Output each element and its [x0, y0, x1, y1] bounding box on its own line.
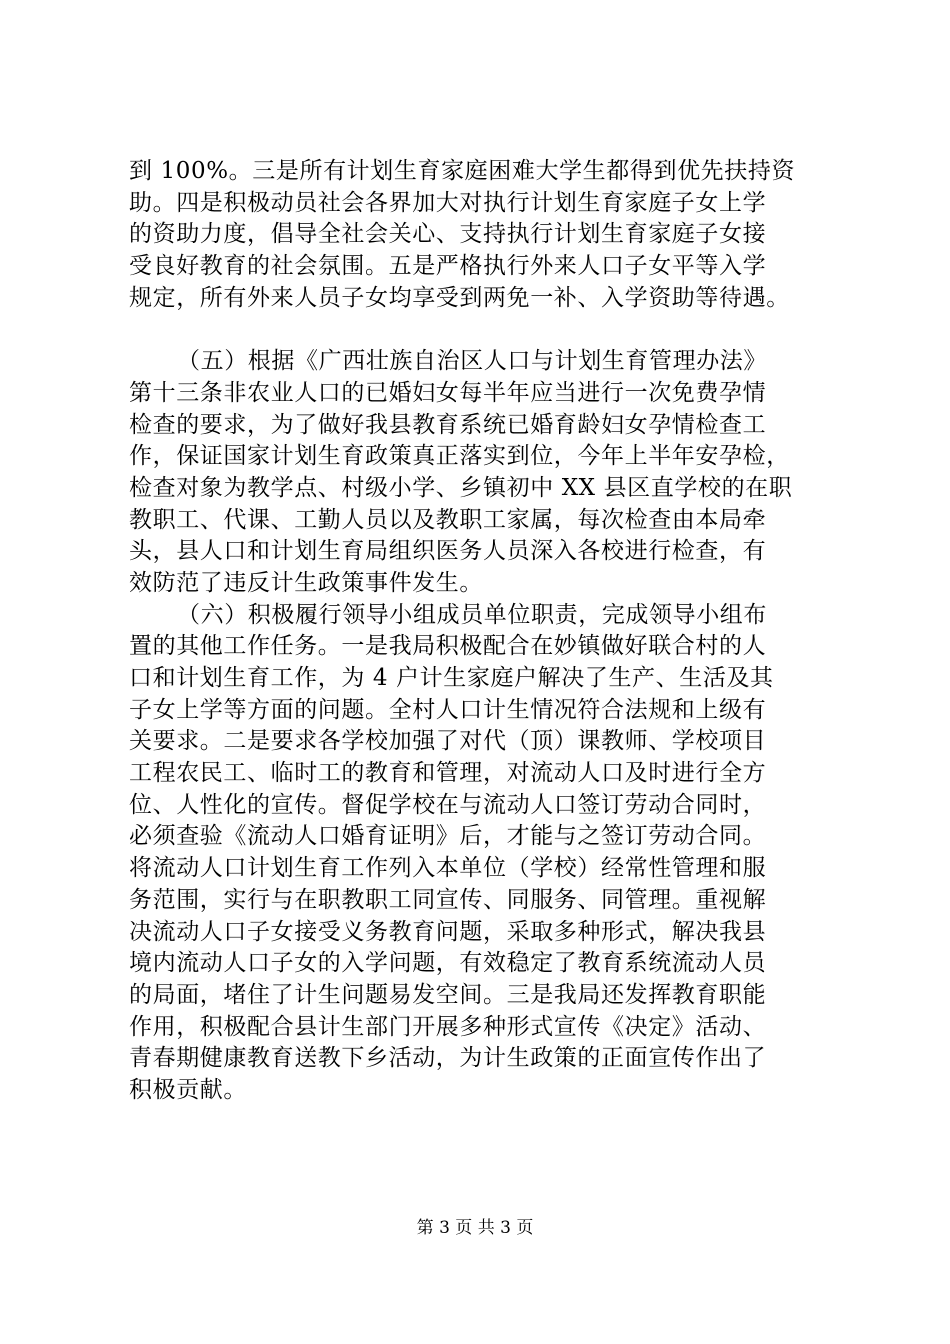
text-line: 的局面，堵住了计生问题易发空间。三是我局还发挥教育职能 — [129, 981, 767, 1008]
text-line: 作，保证国家计划生育政策真正落实到位，今年上半年安孕检， — [129, 443, 790, 470]
text-line: 积极贡献。 — [129, 1076, 247, 1103]
text-line: 青春期健康教育送教下乡活动，为计生政策的正面宣传作出了 — [129, 1045, 767, 1072]
paragraph-1 — [129, 156, 829, 314]
text-line: 境内流动人口子女的入学问题，有效稳定了教育系统流动人员 — [129, 950, 767, 977]
text-line: 助。四是积极动员社会各界加大对执行计划生育家庭子女上学 — [129, 189, 767, 216]
text-line: （六）积极履行领导小组成员单位职责，完成领导小组布 — [177, 601, 767, 628]
text-line: 作用，积极配合县计生部门开展多种形式宣传《决定》活动、 — [129, 1013, 767, 1040]
text-line: 效防范了违反计生政策事件发生。 — [129, 569, 483, 596]
text-line: 务范围，实行与在职教职工同宣传、同服务、同管理。重视解 — [129, 886, 767, 913]
text-line: 受良好教育的社会氛围。五是严格执行外来人口子女平等入学 — [129, 253, 767, 280]
text-line: 到 100%。三是所有计划生育家庭困难大学生都得到优先扶持资 — [129, 158, 796, 184]
text-line: 必须查验《流动人口婚育证明》后，才能与之签订劳动合同。 — [129, 823, 767, 850]
paragraph-spacer — [129, 314, 829, 346]
text-line: 工程农民工、临时工的教育和管理，对流动人口及时进行全方 — [129, 760, 767, 787]
text-line: 将流动人口计划生育工作列入本单位（学校）经常性管理和服 — [129, 855, 767, 882]
text-line: 规定，所有外来人员子女均享受到两免一补、入学资助等待遇。 — [129, 284, 790, 311]
document-body — [129, 156, 829, 1107]
text-line: 关要求。二是要求各学校加强了对代（顶）课教师、学校项目 — [129, 728, 767, 755]
text-line: 置的其他工作任务。一是我局积极配合在妙镇做好联合村的人 — [129, 633, 767, 660]
paragraph-3 — [129, 600, 829, 1107]
text-line: 位、人性化的宣传。督促学校在与流动人口签订劳动合同时， — [129, 791, 767, 818]
text-line: 子女上学等方面的问题。全村人口计生情况符合法规和上级有 — [129, 696, 767, 723]
page-number-footer: 第 3 页 共 3 页 — [416, 1218, 534, 1238]
text-line: 口和计划生育工作，为 4 户计生家庭户解决了生产、生活及其 — [129, 665, 774, 691]
text-line: 检查的要求，为了做好我县教育系统已婚育龄妇女孕情检查工 — [129, 411, 767, 438]
text-line: 检查对象为教学点、村级小学、乡镇初中 XX 县区直学校的在职 — [129, 474, 793, 501]
text-line: （五）根据《广西壮族自治区人口与计划生育管理办法》 — [177, 348, 767, 375]
text-line: 教职工、代课、工勤人员以及教职工家属，每次检查由本局牵 — [129, 506, 767, 533]
text-line: 的资助力度，倡导全社会关心、支持执行计划生育家庭子女接 — [129, 221, 767, 248]
text-line: 头，县人口和计划生育局组织医务人员深入各校进行检查，有 — [129, 538, 767, 565]
paragraph-2 — [129, 346, 829, 600]
text-line: 第十三条非农业人口的已婚妇女每半年应当进行一次免费孕情 — [129, 379, 767, 406]
text-line: 决流动人口子女接受义务教育问题，采取多种形式，解决我县 — [129, 918, 767, 945]
